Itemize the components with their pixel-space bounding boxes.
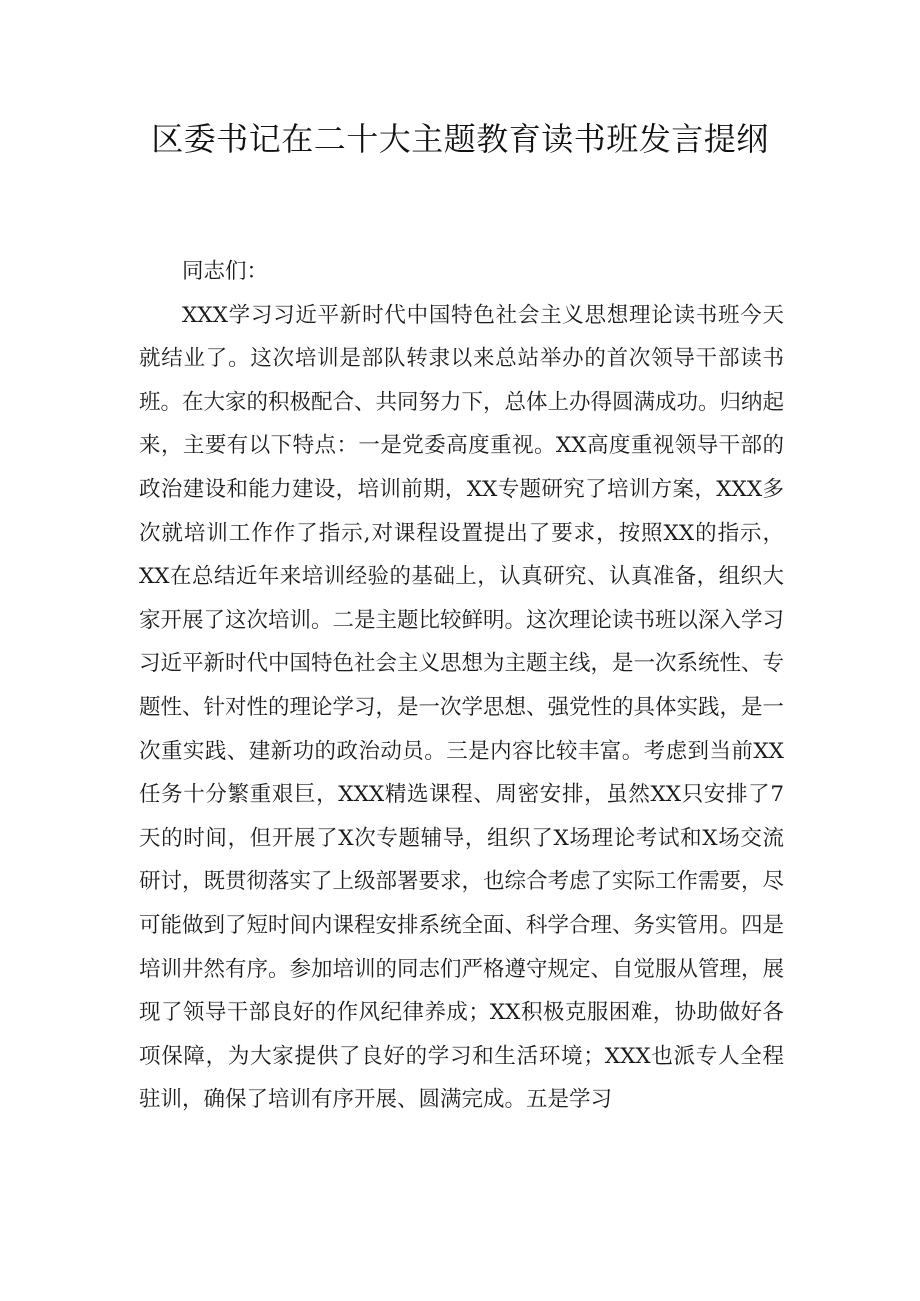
document-title: 区委书记在二十大主题教育读书班发言提纲 [151, 120, 769, 158]
body-paragraph: XXX学习习近平新时代中国特色社会主义思想理论读书班今天就结业了。这次培训是部队转隶以来总站举办的首次领导干部读书班。在大家的积极配合、共同努力下，总体上办得圆满成功。归纳起来，主要有以下特点：一是党委高度重视。XX高度重视领导干部的政治建设和能力建设，培训前期，XX专题研究了培训方案，XXX多次就培训工作作了指示,对课程设置提出了要求，按照XX的指示，XX在总结近年来培训经验的基础上，认真研究、认真准备，组织大家开展了这次培训。二是主题比较鲜明。这次理论读书班以深入学习习近平新时代中国特色社会主义思想为主题主线，是一次系统性、专题性、针对性的理论学习，是一次学思想、强党性的具体实践，是一次重实践、建新功的政治动员。三是内容比较丰富。考虑到当前XX任务十分繁重艰巨，XXX精选课程、周密安排，虽然XX只安排了7天的时间，但开展了X次专题辅导，组织了X场理论考试和X场交流研讨，既贯彻落实了上级部署要求，也综合考虑了实际工作需要，尽可能做到了短时间内课程安排系统全面、科学合理、务实管用。四是培训井然有序。参加培训的同志们严格遵守规定、自觉服从管理，展现了领导干部良好的作风纪律养成；XX积极克服困难，协助做好各项保障，为大家提供了良好的学习和生活环境；XXX也派专人全程驻训，确保了培训有序开展、圆满完成。五是学习 [139, 302, 785, 1113]
document-body [139, 250, 784, 1122]
salutation: 同志们： [182, 259, 269, 284]
